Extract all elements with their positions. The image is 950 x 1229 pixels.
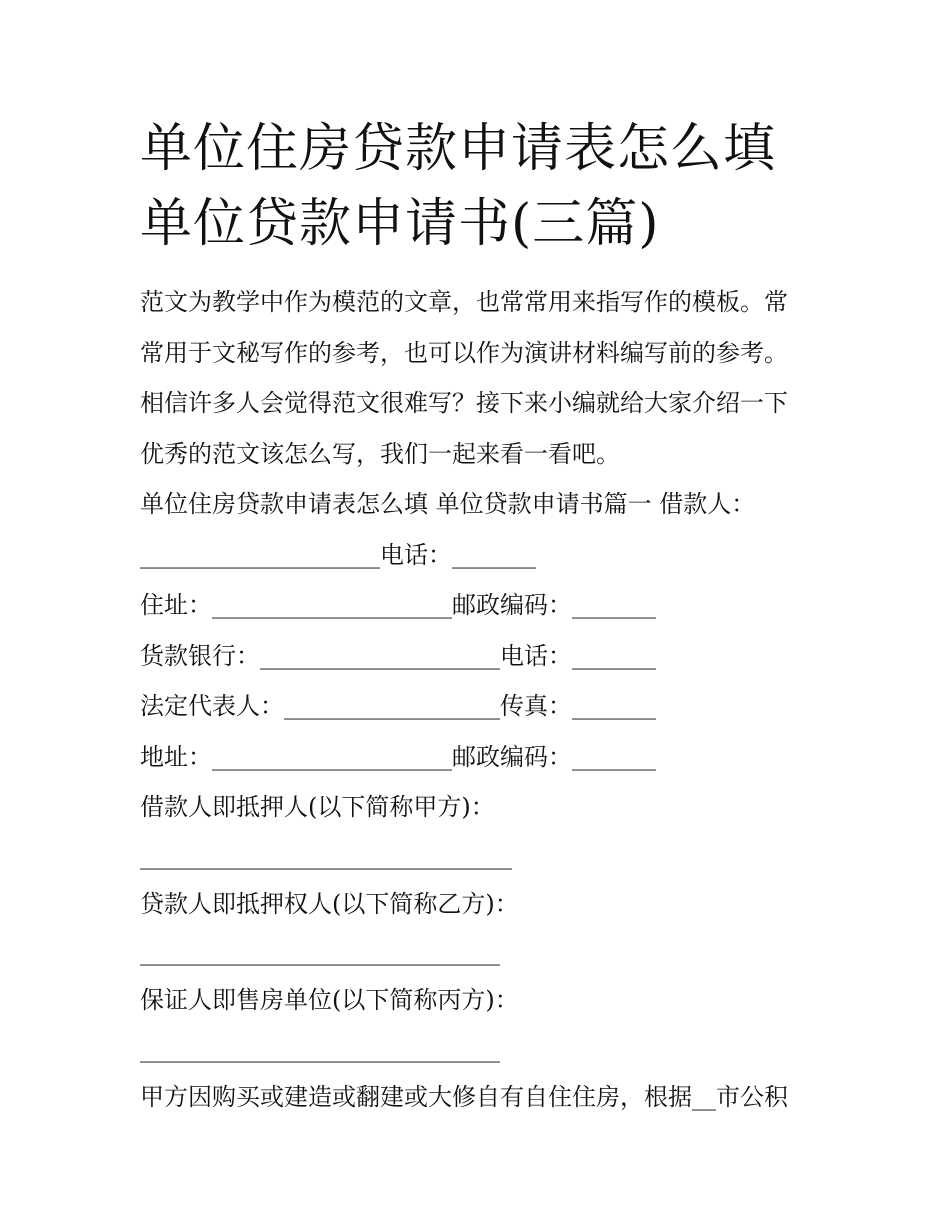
bank-phone-line: 货款银行：____________________电话：_______ [140,641,656,670]
closing-line: 甲方因购买或建造或翻建或大修自有自住住房，根据__市公积 [140,1082,788,1111]
intro-line: 相信许多人会觉得范文很难写？接下来小编就给大家介绍一下 [140,389,788,417]
intro-line: 范文为教学中作为模范的文章，也常常用来指写作的模板。常 [140,288,788,316]
party-a-blank: _______________________________ [140,841,512,870]
legal-rep-fax-line: 法定代表人：__________________传真：_______ [140,692,656,720]
party-b-blank: ______________________________ [140,938,500,966]
party-b-label: 贷款人即抵押权人(以下简称乙方)： [140,889,519,918]
address-postcode-line: 住址：____________________邮政编码：_______ [140,591,656,619]
party-a-label: 借款人即抵押人(以下简称甲方)： [140,793,495,821]
party-c-label: 保证人即售房单位(以下简称丙方)： [140,986,519,1014]
document-body [140,277,830,1122]
document-title: 单位住房贷款申请表怎么填 单位贷款申请书(三篇) [140,119,777,254]
section-heading: 单位住房贷款申请表怎么填 单位贷款申请书篇一 借款人： [140,490,756,518]
intro-line: 优秀的范文该怎么写，我们一起来看一看吧。 [140,439,620,468]
borrower-phone-line: ____________________电话：_______ [140,540,536,569]
address-postcode-line-2: 地址：____________________邮政编码：_______ [140,742,656,771]
intro-line: 常用于文秘写作的参考，也可以作为演讲材料编写前的参考。 [140,338,788,367]
party-c-blank: ______________________________ [140,1034,500,1063]
